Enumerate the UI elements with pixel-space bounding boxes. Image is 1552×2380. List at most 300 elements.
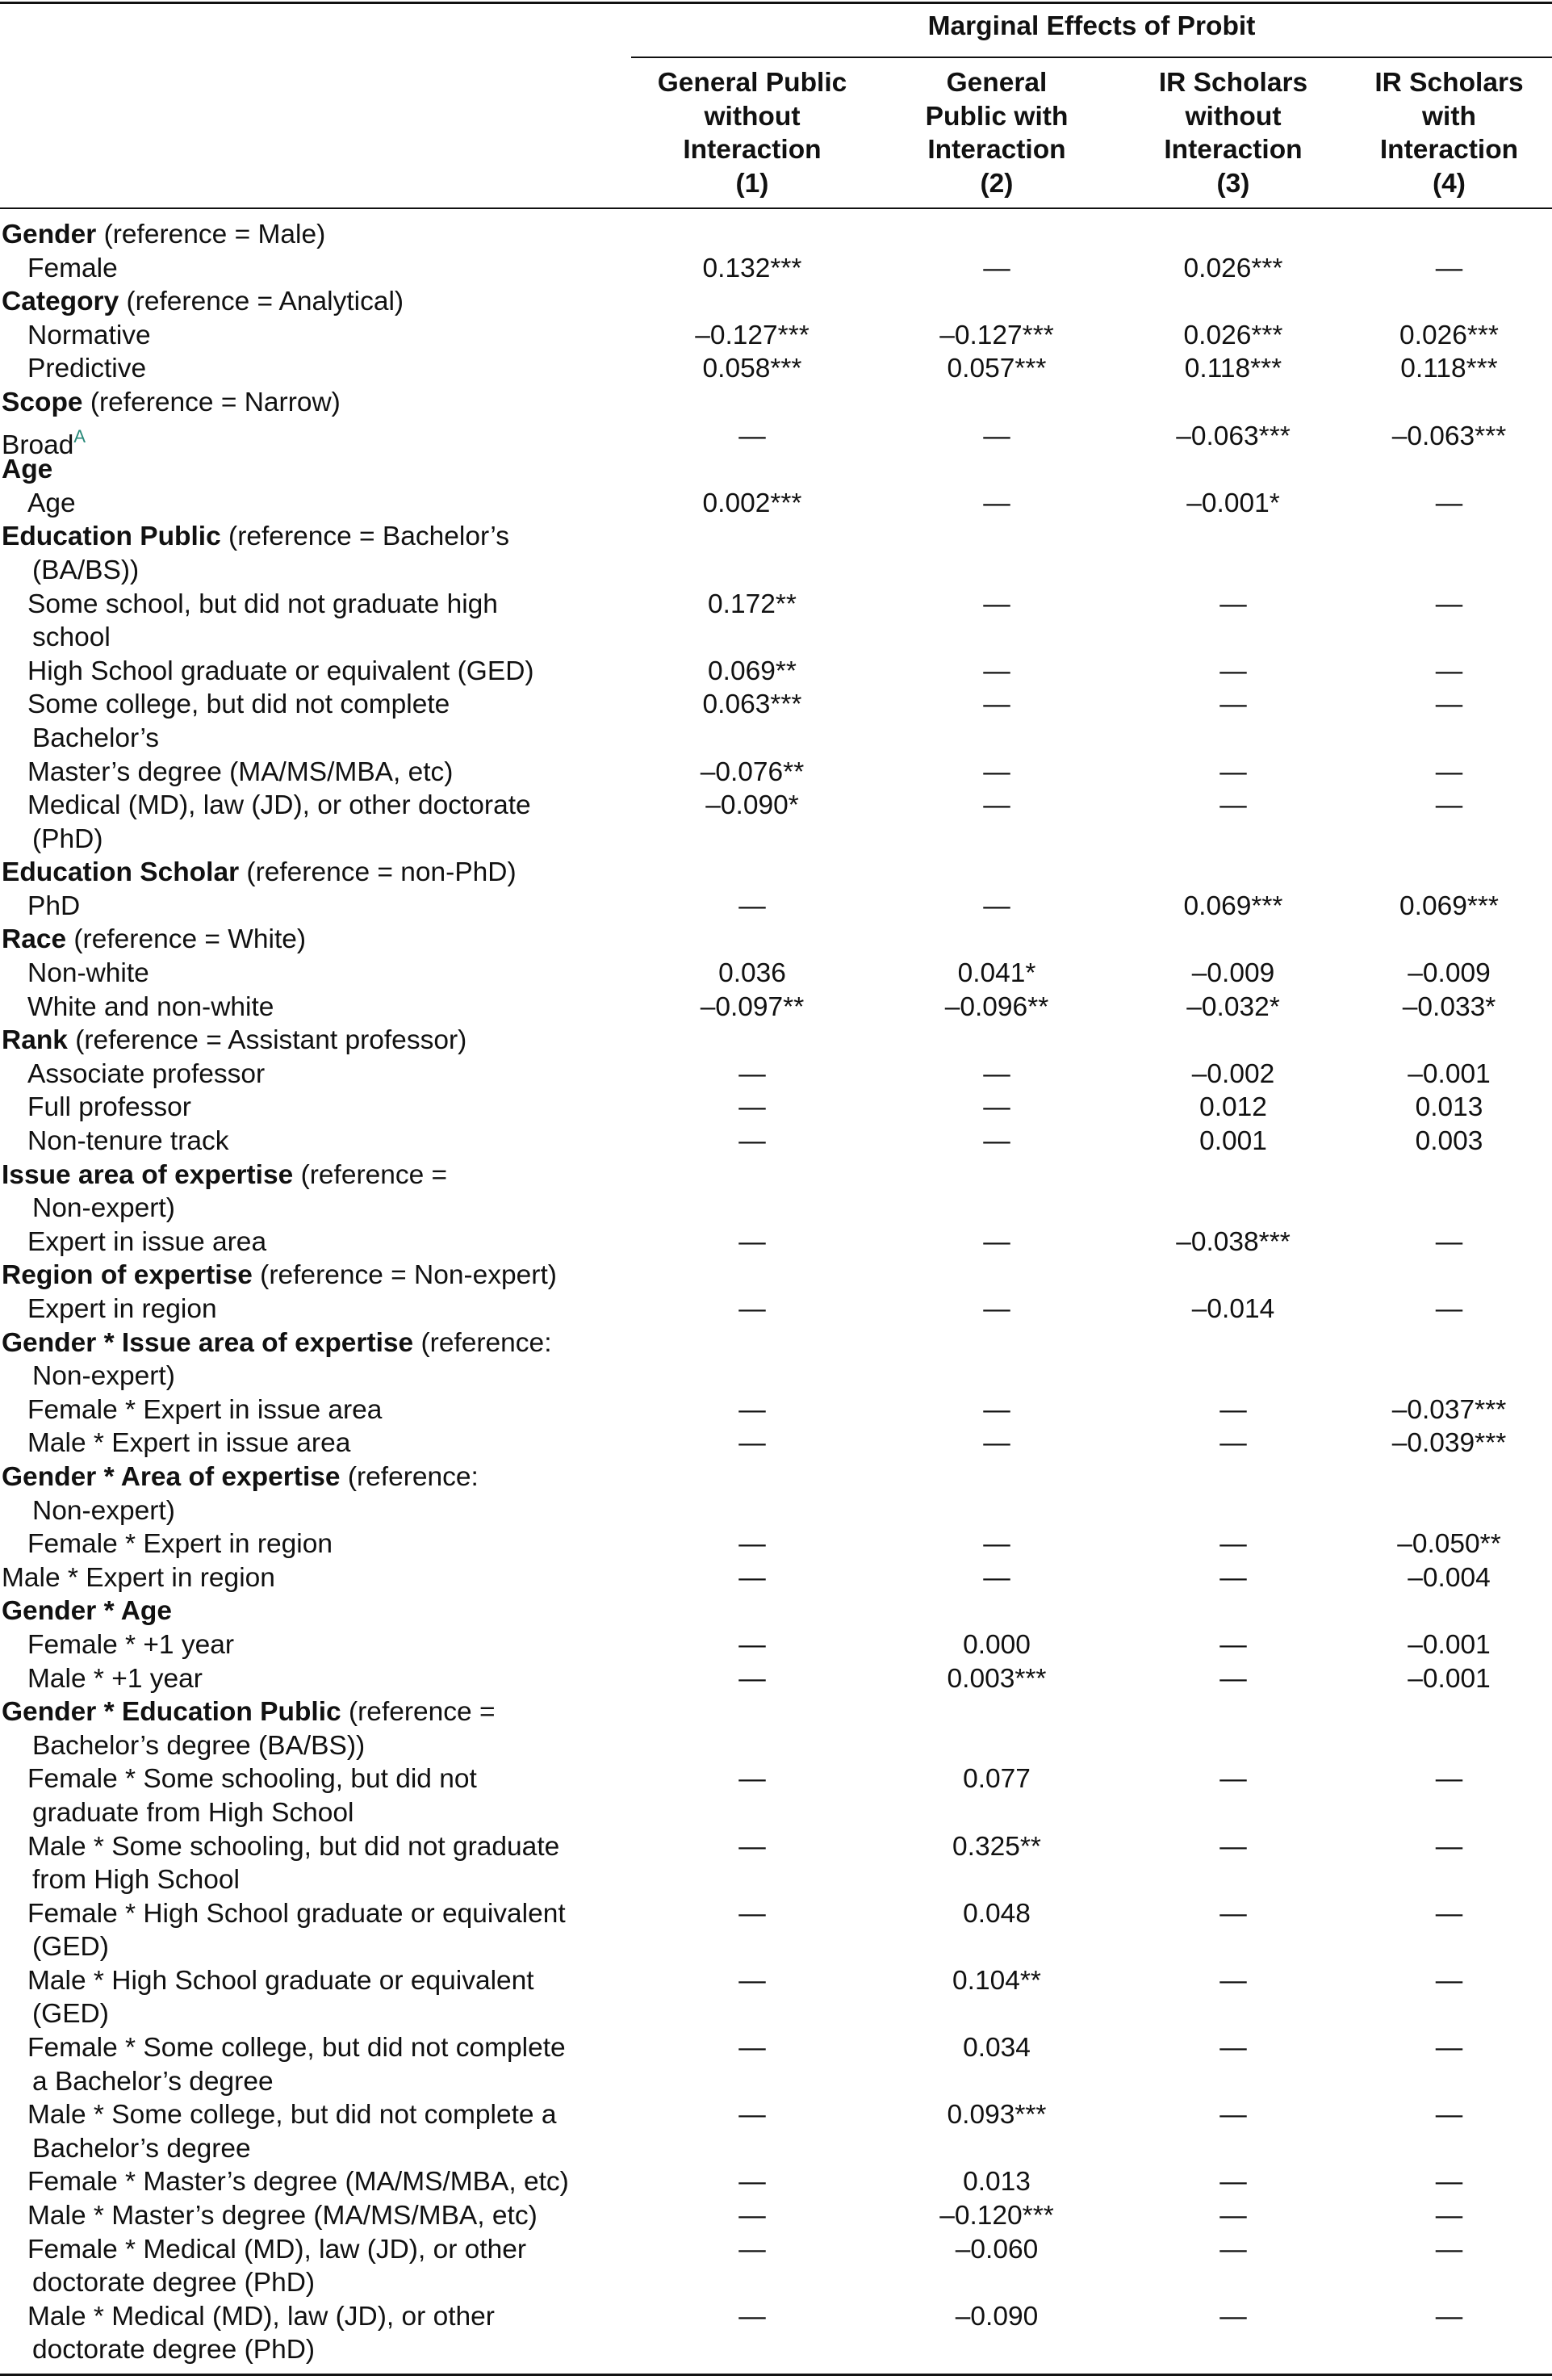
value-cell: —	[1435, 1965, 1463, 1996]
row-label-text: graduate from High School	[32, 1797, 354, 1828]
row-label-line	[2, 1561, 615, 1595]
section-title: Category	[2, 287, 119, 317]
row-label-line	[2, 588, 615, 622]
value-cell: –0.001*	[1186, 488, 1280, 518]
value-cell: 0.172**	[708, 589, 797, 619]
row-label-text: Associate professor	[27, 1058, 266, 1089]
value-cell: –0.063***	[1176, 421, 1291, 451]
row-label	[2, 2300, 615, 2367]
value-cell: —	[1435, 756, 1463, 787]
column-header-line: Interaction	[1379, 135, 1519, 166]
row-label	[2, 2031, 615, 2098]
section-title: Education Public	[2, 522, 221, 552]
row-label-line	[2, 1594, 615, 1628]
row-label	[2, 319, 615, 353]
section-title: Education Scholar	[2, 857, 240, 888]
section-title: Gender * Education Public	[2, 1697, 341, 1728]
section-reference: (reference =	[341, 1697, 496, 1728]
row-label	[2, 1259, 615, 1293]
table-row	[0, 1393, 1552, 1427]
value-cell: —	[1219, 2201, 1247, 2231]
value-cell: —	[983, 589, 1010, 619]
row-label-text: from High School	[32, 1865, 240, 1896]
value-cell: –0.063***	[1391, 421, 1507, 451]
row-label-line	[2, 756, 615, 790]
row-label-text: Non-white	[27, 958, 149, 989]
value-cell: –0.037***	[1391, 1394, 1507, 1425]
row-label-line	[2, 1427, 615, 1460]
row-label-text: Male * Medical (MD), law (JD), or other	[27, 2301, 495, 2332]
row-label	[2, 991, 615, 1024]
table-row	[0, 2165, 1552, 2199]
value-cell: —	[738, 2234, 766, 2265]
value-cell: 0.026***	[1183, 253, 1283, 283]
section-title: Gender * Age	[2, 1596, 172, 1627]
value-cell: –0.090	[955, 2301, 1039, 2332]
value-cell: –0.001	[1408, 1663, 1491, 1694]
value-cell: 0.002***	[702, 488, 802, 518]
section-reference: (reference = Non-expert)	[252, 1260, 557, 1291]
row-label-text: Male * Expert in region	[2, 1562, 275, 1593]
value-cell: —	[738, 1663, 766, 1694]
row-label-line	[2, 252, 615, 286]
value-cell: –0.039***	[1391, 1428, 1507, 1459]
section-reference: (reference = Male)	[96, 220, 326, 249]
row-label-line	[2, 453, 615, 487]
value-cell: –0.060	[955, 2234, 1039, 2265]
top-rule	[0, 2, 1552, 4]
row-label-line	[2, 890, 615, 924]
row-label	[2, 453, 615, 487]
value-cell: 0.003	[1415, 1126, 1483, 1157]
value-cell: 0.118***	[1400, 354, 1498, 384]
table-row	[0, 2233, 1552, 2300]
value-cell: –0.096**	[944, 991, 1049, 1022]
value-cell: —	[738, 1226, 766, 1257]
value-cell: —	[1219, 2301, 1247, 2332]
section-title: Race	[2, 924, 67, 955]
section-reference: (reference = Assistant professor)	[67, 1025, 467, 1056]
value-cell: —	[1219, 1898, 1247, 1929]
value-cell: —	[1219, 1394, 1247, 1425]
table-row	[0, 2199, 1552, 2233]
table-row	[0, 890, 1552, 924]
value-cell: —	[738, 2201, 766, 2231]
table-row	[0, 1527, 1552, 1561]
row-label	[2, 1628, 615, 1662]
value-cell: —	[1219, 2234, 1247, 2265]
row-label-line	[2, 386, 615, 420]
row-label-line	[2, 2233, 615, 2267]
row-label-text: Male * Some college, but did not complete a	[27, 2100, 557, 2131]
value-cell: –0.009	[1191, 958, 1275, 989]
section-header-row	[0, 1695, 1552, 1762]
value-cell: –0.127***	[695, 320, 809, 350]
value-cell: —	[1219, 1428, 1247, 1459]
section-header-row	[0, 453, 1552, 487]
value-cell: —	[1219, 2167, 1247, 2198]
table-row	[0, 319, 1552, 353]
column-header-line: (3)	[1216, 168, 1250, 199]
row-label	[2, 1594, 615, 1628]
value-cell: —	[983, 1126, 1010, 1157]
row-label-line	[2, 655, 615, 689]
row-label-text: Broad	[2, 429, 74, 460]
section-reference: (reference:	[340, 1461, 479, 1492]
section-header-row	[0, 218, 1552, 252]
value-cell: —	[983, 1562, 1010, 1593]
row-label-text: Male * Expert in issue area	[27, 1428, 351, 1459]
row-label	[2, 856, 615, 890]
row-label-line	[2, 856, 615, 890]
value-cell: —	[1219, 1529, 1247, 1560]
value-cell: —	[738, 1126, 766, 1157]
value-cell: –0.009	[1408, 958, 1491, 989]
section-title: Gender * Issue area of expertise	[2, 1327, 414, 1358]
table-row	[0, 1830, 1552, 1897]
row-label-line	[2, 688, 615, 722]
row-label	[2, 588, 615, 655]
value-cell: —	[1219, 1764, 1247, 1795]
value-cell: —	[983, 1092, 1010, 1123]
section-header-row	[0, 386, 1552, 420]
column-header-3	[1120, 66, 1346, 200]
table-row	[0, 756, 1552, 790]
row-label-line	[2, 923, 615, 957]
value-cell: 0.048	[963, 1898, 1031, 1929]
footnote-marker: A	[73, 425, 86, 446]
column-header-line: Interaction	[683, 135, 822, 166]
row-label-text: Male * +1 year	[27, 1663, 203, 1694]
value-cell: —	[738, 1764, 766, 1795]
value-cell: 0.104**	[952, 1965, 1041, 1996]
row-label-text: Female * Medical (MD), law (JD), or other	[27, 2234, 527, 2265]
row-label	[2, 1460, 615, 1527]
value-cell: 0.000	[963, 1629, 1031, 1660]
value-cell: —	[1219, 656, 1247, 686]
row-label-line	[2, 957, 615, 991]
value-cell: –0.001	[1408, 1058, 1491, 1089]
section-reference: (reference =	[293, 1159, 448, 1190]
table-row	[0, 252, 1552, 286]
section-header-row	[0, 285, 1552, 319]
row-label-line	[2, 1125, 615, 1159]
section-title: Gender	[2, 220, 97, 249]
column-header-2	[880, 66, 1114, 200]
row-label	[2, 1226, 615, 1259]
row-label-text: Master’s degree (MA/MS/MBA, etc)	[27, 756, 454, 787]
column-header-line: General	[946, 68, 1048, 98]
section-title: Age	[2, 455, 53, 485]
row-label-line	[2, 285, 615, 319]
row-label	[2, 1125, 615, 1159]
value-cell: —	[983, 1428, 1010, 1459]
value-cell: —	[983, 253, 1010, 283]
value-cell: —	[1219, 1965, 1247, 1996]
row-label	[2, 386, 615, 420]
row-label-line	[2, 352, 615, 386]
row-label-line	[2, 2266, 615, 2300]
value-cell: —	[738, 2167, 766, 2198]
value-cell: —	[738, 1831, 766, 1862]
value-cell: —	[983, 1529, 1010, 1560]
value-cell: —	[983, 689, 1010, 720]
row-label	[2, 1293, 615, 1326]
value-cell: —	[983, 656, 1010, 686]
row-label	[2, 2165, 615, 2199]
row-label	[2, 2233, 615, 2300]
row-label-line	[2, 1830, 615, 1864]
section-header-row	[0, 1259, 1552, 1293]
column-header-4	[1346, 66, 1552, 200]
row-label-line	[2, 1695, 615, 1729]
row-label	[2, 487, 615, 521]
value-cell: –0.120***	[939, 2201, 1054, 2231]
table-row	[0, 1662, 1552, 1696]
value-cell: —	[1219, 589, 1247, 619]
value-cell: —	[983, 756, 1010, 787]
row-label-text: Predictive	[27, 354, 147, 384]
row-label-text: High School graduate or equivalent (GED)	[27, 656, 534, 686]
row-label-text: Bachelor’s degree	[32, 2133, 251, 2164]
row-label-text: Some college, but did not complete	[27, 689, 450, 720]
column-header-line: Interaction	[1164, 135, 1303, 166]
row-label-text: Medical (MD), law (JD), or other doctorate	[27, 790, 531, 821]
value-cell: —	[1435, 2167, 1463, 2198]
value-cell: —	[1435, 2301, 1463, 2332]
row-label-line	[2, 319, 615, 353]
row-label	[2, 1427, 615, 1460]
row-label-line	[2, 1930, 615, 1964]
value-cell: —	[1435, 790, 1463, 821]
value-cell: 0.026***	[1399, 320, 1499, 350]
table-row	[0, 2098, 1552, 2165]
table-row	[0, 1561, 1552, 1595]
section-title: Rank	[2, 1025, 68, 1056]
section-header-row	[0, 923, 1552, 957]
row-label	[2, 1393, 615, 1427]
row-label	[2, 1159, 615, 1226]
value-cell: 0.001	[1199, 1126, 1267, 1157]
table-row	[0, 420, 1552, 460]
value-cell: —	[1219, 790, 1247, 821]
value-cell: –0.090*	[705, 790, 799, 821]
row-label-line: (BA/BS))	[32, 555, 140, 585]
section-title: Gender * Area of expertise	[2, 1461, 341, 1492]
row-label-line	[2, 789, 615, 823]
row-label-line	[2, 2300, 615, 2334]
value-cell: —	[1435, 2234, 1463, 2265]
section-header-row	[0, 1326, 1552, 1393]
row-label	[2, 890, 615, 924]
row-label-text: White and non-white	[27, 991, 274, 1022]
value-cell: —	[738, 421, 766, 451]
value-cell: —	[983, 1058, 1010, 1089]
row-label	[2, 1527, 615, 1561]
row-label-line	[2, 1662, 615, 1696]
row-label	[2, 520, 615, 587]
value-cell: —	[738, 1529, 766, 1560]
row-label-text: PhD	[27, 890, 81, 921]
column-header-line: IR Scholars	[1158, 68, 1308, 98]
value-cell: —	[983, 1226, 1010, 1257]
row-label	[2, 285, 615, 319]
value-cell: —	[1219, 2033, 1247, 2064]
row-label-text: Female * Expert in region	[27, 1529, 333, 1560]
row-label-text: Expert in issue area	[27, 1226, 267, 1257]
table-row	[0, 1293, 1552, 1326]
row-label-line: Bachelor’s degree (BA/BS))	[32, 1730, 366, 1761]
value-cell: –0.038***	[1176, 1226, 1291, 1257]
row-label-line	[2, 1460, 615, 1494]
row-label-text: Male * High School graduate or equivalent	[27, 1965, 534, 1996]
row-label-text: (GED)	[32, 1999, 109, 2030]
value-cell: —	[1435, 1294, 1463, 1324]
row-label-line	[2, 218, 615, 252]
value-cell: —	[1435, 253, 1463, 283]
column-header-line: without	[1185, 101, 1282, 132]
value-cell: —	[1219, 1831, 1247, 1862]
header-rule	[0, 207, 1552, 209]
row-label-text: Bachelor’s	[32, 723, 160, 753]
value-cell: –0.032*	[1186, 991, 1280, 1022]
row-label-text: Some school, but did not graduate high	[27, 589, 498, 619]
value-cell: 0.034	[963, 2033, 1031, 2064]
value-cell: —	[738, 1562, 766, 1593]
row-label-line	[2, 1527, 615, 1561]
row-label	[2, 957, 615, 991]
value-cell: 0.013	[963, 2167, 1031, 2198]
row-label	[2, 352, 615, 386]
row-label	[2, 1662, 615, 1696]
row-label-line	[2, 621, 615, 655]
row-label-line	[2, 1964, 615, 1998]
value-cell: –0.050**	[1397, 1529, 1501, 1560]
row-label-line	[2, 1628, 615, 1662]
row-label-text: (GED)	[32, 1932, 109, 1963]
table-row	[0, 1964, 1552, 2031]
value-cell: —	[738, 1898, 766, 1929]
section-reference: (reference = Bachelor’s	[220, 522, 509, 552]
row-label	[2, 1964, 615, 2031]
table-row	[0, 487, 1552, 521]
section-header-row	[0, 856, 1552, 890]
table-row	[0, 1226, 1552, 1259]
row-label-line	[2, 1259, 615, 1293]
section-header-row	[0, 1460, 1552, 1527]
value-cell: —	[738, 2301, 766, 2332]
section-title: Region of expertise	[2, 1260, 253, 1291]
table-row	[0, 1762, 1552, 1829]
value-cell: —	[738, 1092, 766, 1123]
value-cell: —	[1219, 756, 1247, 787]
row-label-line	[2, 823, 615, 857]
row-label-line	[2, 1796, 615, 1830]
row-label	[2, 252, 615, 286]
value-cell: —	[1435, 1226, 1463, 1257]
column-header-line: without	[704, 101, 801, 132]
row-label-line	[2, 1762, 615, 1796]
value-cell: 0.058***	[702, 354, 802, 384]
table-row	[0, 1628, 1552, 1662]
table-row	[0, 588, 1552, 655]
table-row	[0, 991, 1552, 1024]
row-label	[2, 2098, 615, 2165]
value-cell: 0.118***	[1184, 354, 1282, 384]
table-row	[0, 957, 1552, 991]
row-label-line: Non-expert)	[32, 1495, 175, 1526]
value-cell: —	[983, 1294, 1010, 1324]
value-cell: –0.127***	[939, 320, 1054, 350]
value-cell: –0.014	[1191, 1294, 1275, 1324]
row-label-line	[2, 2031, 615, 2065]
row-label-text: school	[32, 622, 111, 653]
row-label-line	[2, 1293, 615, 1326]
row-label-text: Female * High School graduate or equivalent	[27, 1898, 566, 1929]
row-label-line	[2, 991, 615, 1024]
table-row	[0, 1058, 1552, 1092]
column-header-1	[631, 66, 873, 200]
row-label-text: Age	[27, 488, 76, 518]
value-cell: 0.012	[1199, 1092, 1267, 1123]
value-cell: —	[1435, 656, 1463, 686]
section-reference: (reference:	[413, 1327, 552, 1358]
value-cell: —	[738, 1294, 766, 1324]
value-cell: —	[738, 1629, 766, 1660]
table-row	[0, 688, 1552, 755]
value-cell: —	[983, 488, 1010, 518]
row-label-line: Non-expert)	[32, 1193, 175, 1224]
section-reference: (reference = non-PhD)	[239, 857, 517, 888]
section-header-row	[0, 1159, 1552, 1226]
table-row	[0, 789, 1552, 856]
row-label-text: Normative	[27, 320, 151, 350]
table-row	[0, 1125, 1552, 1159]
group-title: Marginal Effects of Probit	[927, 11, 1256, 41]
value-cell: —	[983, 890, 1010, 921]
value-cell: 0.041*	[957, 958, 1036, 989]
table-row	[0, 1427, 1552, 1460]
row-label	[2, 1830, 615, 1897]
value-cell: 0.132***	[702, 253, 802, 283]
value-cell: —	[738, 890, 766, 921]
value-cell: —	[1435, 589, 1463, 619]
section-header-row	[0, 1024, 1552, 1058]
value-cell: —	[1435, 1831, 1463, 1862]
row-label	[2, 218, 615, 252]
row-label	[2, 756, 615, 790]
value-cell: –0.033*	[1402, 991, 1496, 1022]
column-header-line: General Public	[657, 68, 847, 98]
value-cell: –0.001	[1408, 1629, 1491, 1660]
value-cell: 0.003***	[947, 1663, 1047, 1694]
row-label	[2, 1897, 615, 1964]
value-cell: 0.069***	[1399, 890, 1499, 921]
table-row	[0, 2300, 1552, 2367]
row-label-text: Female * +1 year	[27, 1629, 235, 1660]
table-row	[0, 655, 1552, 689]
row-label-line	[2, 1024, 615, 1058]
row-label-line	[2, 1997, 615, 2031]
value-cell: —	[1435, 2201, 1463, 2231]
row-label-line	[2, 722, 615, 756]
value-cell: 0.069**	[708, 656, 797, 686]
value-cell: —	[1435, 1898, 1463, 1929]
section-header-row	[0, 1594, 1552, 1628]
row-label-text: Female	[27, 253, 118, 283]
row-label-line	[2, 1058, 615, 1092]
row-label-line	[2, 2165, 615, 2199]
